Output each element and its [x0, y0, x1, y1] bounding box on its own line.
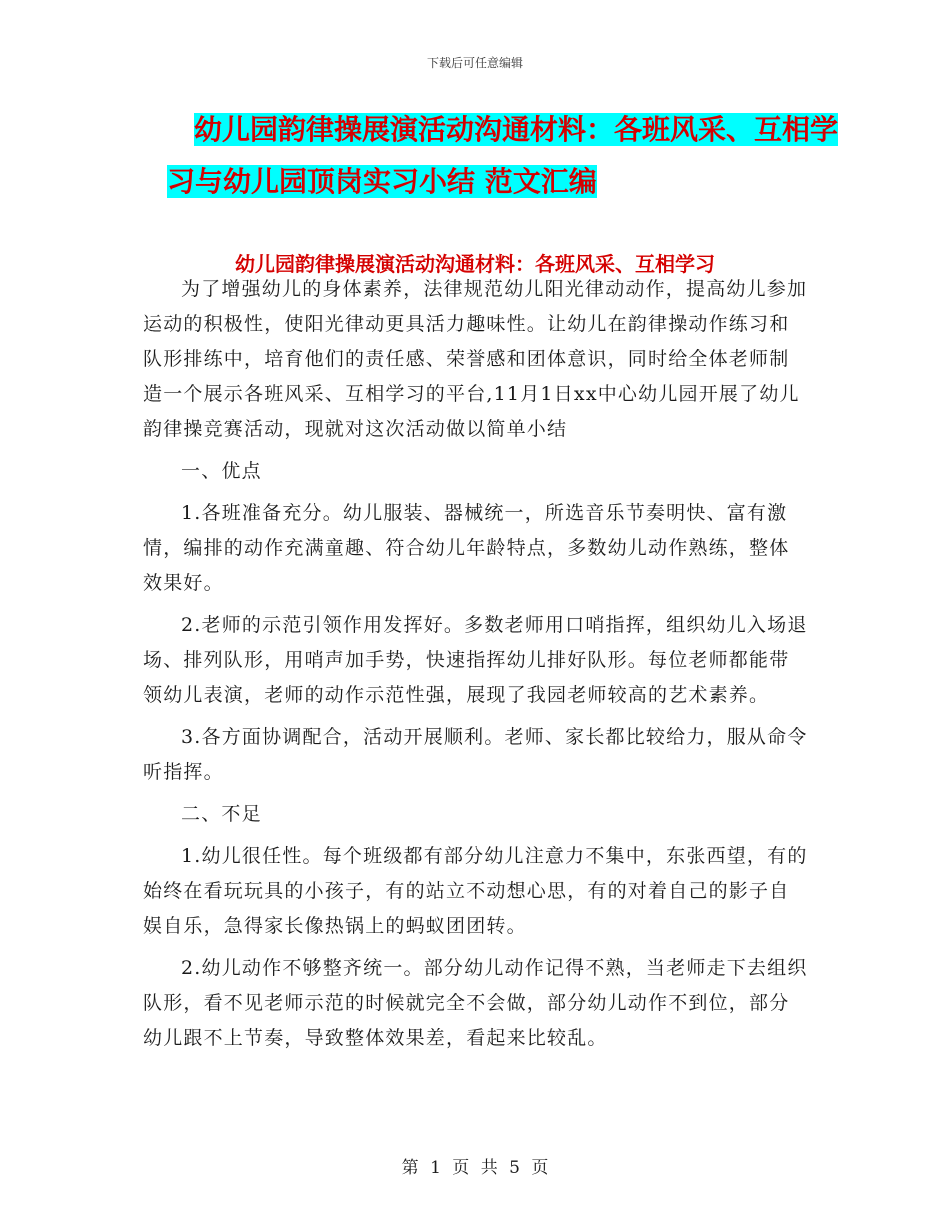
- section-heading: 幼儿园韵律操展演活动沟通材料：各班风采、互相学习: [235, 252, 715, 276]
- paragraph-shortcoming-1: 1.幼儿很任性。每个班级都有部分幼儿注意力不集中，东张西望，有的始终在看玩玩具的小孩子，有的站立不动想心思，有的对着自己的影子自娱自乐，急得家长像热锅上的蚂蚁团团转。: [143, 845, 808, 937]
- document-title: [167, 110, 839, 202]
- title-line-2: 习与幼儿园顶岗实习小结 范文汇编: [167, 165, 597, 198]
- paragraph-advantage-3: 3.各方面协调配合，活动开展顺利。老师、家长都比较给力，服从命令听指挥。: [143, 726, 808, 783]
- paragraph-advantage-1: 1.各班准备充分。幼儿服装、器械统一，所选音乐节奏明快、富有激情，编排的动作充满童趣、符合幼儿年龄特点，多数幼儿动作熟练，整体效果好。: [143, 502, 790, 594]
- heading-advantages: 一、优点: [181, 460, 262, 482]
- paragraph-advantage-2: 2.老师的示范引领作用发挥好。多数老师用口哨指挥，组织幼儿入场退场、排列队形，用哨声加手势，快速指挥幼儿排好队形。每位老师都能带领幼儿表演，老师的动作示范性强，展现了我园老师较高的艺术素养。: [143, 614, 808, 706]
- page-footer: 第 1 页 共 5 页: [401, 1158, 549, 1178]
- heading-shortcomings: 二、不足: [181, 803, 262, 825]
- title-line-1: 幼儿园韵律操展演活动沟通材料：各班风采、互相学: [194, 113, 839, 146]
- body-text: [143, 272, 808, 1056]
- paragraph-intro: 为了增强幼儿的身体素养，法律规范幼儿阳光律动动作，提高幼儿参加运动的积极性，使阳光律动更具活力趣味性。让幼儿在韵律操动作练习和队形排练中，培育他们的责任感、荣誉感和团体意识，同时给全体老师制造一个展示各班风采、互相学习的平台,11月1日xx中心幼儿园开展了幼儿韵律操竞赛活动，现就对这次活动做以简单小结: [143, 278, 808, 440]
- paragraph-shortcoming-2: 2.幼儿动作不够整齐统一。部分幼儿动作记得不熟，当老师走下去组织队形，看不见老师示范的时候就完全不会做，部分幼儿动作不到位，部分幼儿跟不上节奏，导致整体效果差，看起来比较乱。: [143, 957, 808, 1049]
- header-note: 下载后可任意编辑: [426, 56, 523, 70]
